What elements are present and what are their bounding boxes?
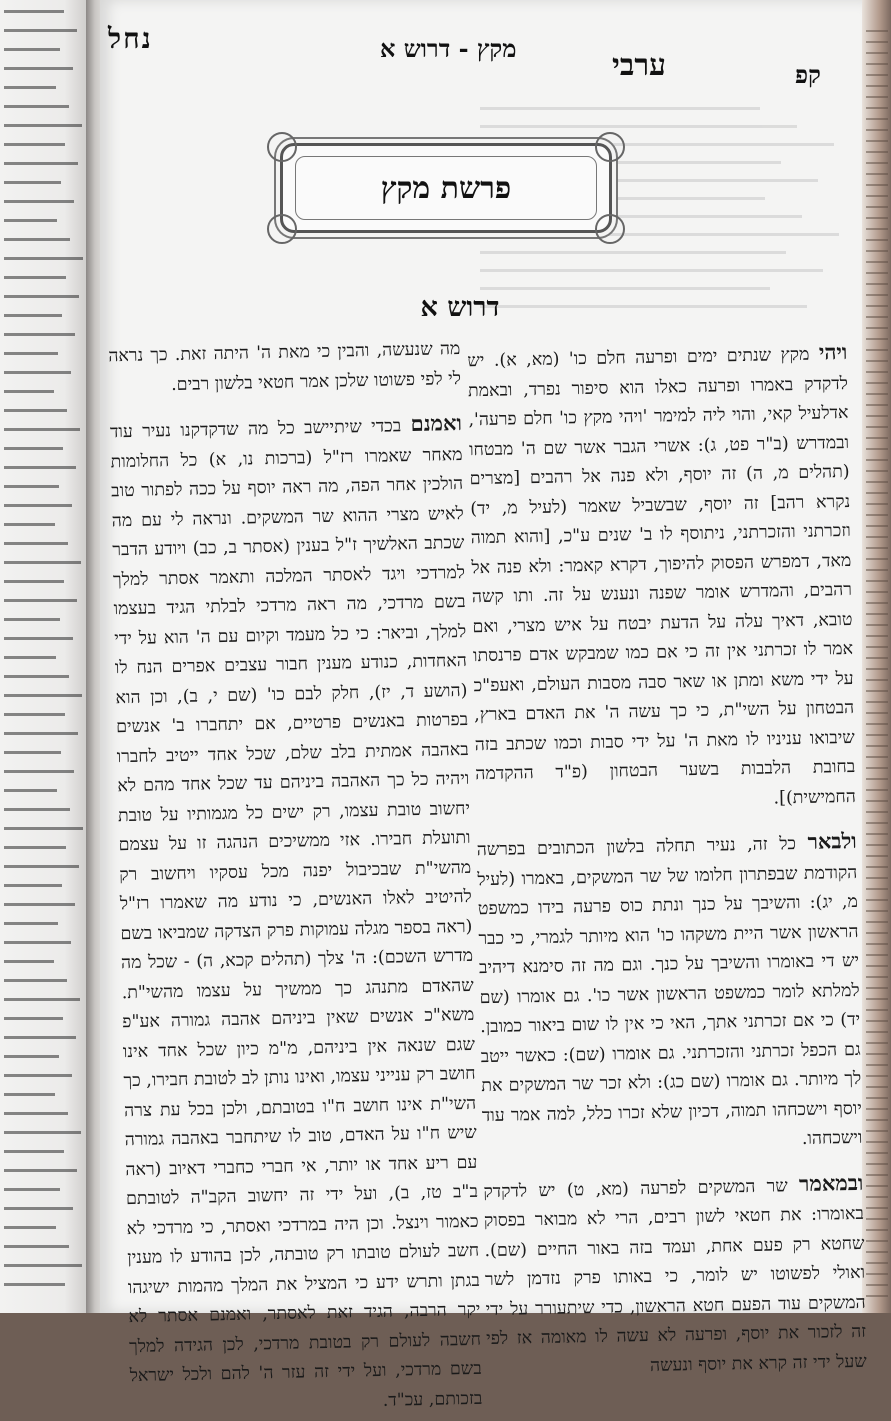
section-title: דרוש א [420,292,500,323]
parasha-title-frame [280,143,612,233]
paragraph-text: מה שנעשה, והבין כי מאת ה' היתה זאת. כך נראה לי לפי פשוטו שלכן אמר חטאי בלשון רבים. [108,338,462,395]
paragraph-text: מקץ שנתים ימים ופרעה חלם כו' (מא, א). יש לדקדק באמרו ופרעה כאלו הוא סיפור נפרד, ובאמת אדלעיל קאי, והוי ליה למימר 'ויהי מקץ כו' חלם פרעה', ובמדרש (ב"ר פט, ג): אשרי הגבר אשר שם ה' מבטחו (תהלים מ, ה) זה יוסף, ולא פנה אל רהבים [מצרים נקרא רהב] זה יוסף, שבשביל שאמר (לעיל מ, יד) וזכרתני והזכרתני, ניתוסף לו ב' שנים ע"כ, [והוא תמוה מאד, דמפרש הפסוק להיפוך, דקרא קאמר: ולא פנה אל רהבים, והמדרש אומר שפנה ונענש על זה. ותו קשה טובא, דאיך עלה על הדעת יבטח על איש מצרי, ואם אמר לו זכרתני אין זה כי אם כמו שמבקש אדם פרנסתו על ידי משא ומתן או שאר סבה מסבות העולם, ואעפ"כ הבטחון על השי"ת, כי כך עשה ה' את האדם בארץ, שיבואו עניניו לו מאת ה' על ידי סבות וכמו שכתב בזה בחובת הלבבות בשער הבטחון (פ"ד ההקדמה החמישית)]. [467,344,857,808]
left-column [108,335,483,1411]
parasha-title-inner [295,156,597,220]
paragraph-lead-word: ובמאמר [798,1169,864,1196]
paragraph [476,826,862,1161]
ornament-corner-icon [267,132,297,162]
right-column [467,337,867,1376]
page-number: קפ [795,60,821,89]
header-left: נחל [108,22,153,55]
paragraph-lead-word: ולבאר [807,827,857,854]
header-middle: מקץ - דרוש א [380,34,517,63]
left-page-edge [0,0,92,1313]
right-page-edge [862,0,891,1313]
paragraph-text: בכדי שיתיישב כל מה שדקדקנו נעיר עוד מאחר שאמרו רז"ל (ברכות נו, א) כל החלומות הולכין אחר הפה, מה ראה יוסף על ככה לפתור טוב לאיש מצרי ההוא שר המשקים. ונראה לי עם מה שכתב האלשיך ז"ל בענין (אסתר ב, כב) ויודע הדבר למרדכי ויגד לאסתר המלכה ותאמר אסתר למלך בשם מרדכי, מה ראה מרדכי לבלתי הגיד בעצמו למלך, וביאר: כי כל מעמד וקיום עם ה' הוא על ידי האחדות, כנודע מענין חבור עצבים אפרים הנח לו (הושע ד, יז), חלק לבם כו' (שם י, ב), וכן הוא בפרטות באנשים פרטיים, אם יתחברו ב' אנשים באהבה אמתית בלב שלם, שכל אחד ייטיב לחברו ויהיה כל כך האהבה ביניהם עד שכל אחד מהם לא יחשוב טובת עצמו, רק ישים כל מגמותיו על טובת ותועלת חבירו. אזי ממשיכים הנהגה זו על עצמם מהשי"ת שבכיבול יפנה מכל עסקיו ויחשוב רק להיטיב לאלו האנשים, כי נודע מה שאמרו רז"ל (ראה בספר מגלה עמוקות פרק הצדקה שמביאו בשם מדרש השכם): ה' צלך (תהלים קכא, ה) - שכל מה שהאדם מתנהג כך ממשיך על עצמו מהשי"ת. משא"כ אנשים שאין ביניהם אהבה גמורה אע"פ שגם שנאה אין ביניהם, מ"מ כיון שכל אחד אינו חושב רק ענייני עצמו, ואינו נותן לב לטובת חבירו, כך השי"ת אינו חושב ח"ו בטובתם, ולכן בכל עת צרה שיש ח"ו על האדם, טוב לו שיתחבר באהבה גמורה עם ריע אחד או יותר, אי חברי כחברי דאיוב (ראה ב"ב טז, ב), ועל ידי זה יחשוב הקב"ה לטובתם כאמור וינצל. וכן היה במרדכי ואסתר, כי מרדכי לא חשב לעולם טובתו רק טובתה, לכן בהודע לו מענין בגתן ותרש ידע כי המציל את המלך מהמות ישיגהו יקר הרבה, הגיד זאת לאסתר, ואמנם אסתר לא חשבה לעולם רק בטובת מרדכי, לכן הגידה למלך בשם מרדכי, ועל ידי זה עזר ה' להם ולכל ישראל בזכותם, עכ"ד. [109,416,483,1411]
paragraph [483,1167,867,1384]
ornament-corner-icon [595,132,625,162]
paragraph-lead-word: ויהי [818,338,848,365]
paragraph [108,335,461,401]
paragraph-text: שר המשקים לפרעה (מא, ט) יש לדקדק באומרו: את חטאי לשון רבים, הרי לא מבואר בפסוק שחטא רק פעם אחת, ועמד בזה באור החיים (שם). ואולי לפשוטו יש לומר, כי באותו פרק נזדמן לשר המשקים עוד הפעם חטא הראשון, כדי שיתעורר על ידי זה לזכור את יוסף, ופרעה לא עשה לו מאומה אז לפי שעל ידי זה קרא את יוסף ונעשה [483,1175,867,1376]
paragraph [467,337,856,819]
paragraph-text: כל זה, נעיר תחלה בלשון הכתובים בפרשה הקודמת שבפתרון חלומו של שר המשקים, באמרו (לעיל מ, יג): והשיבך על כנך ונתת כוס פרעה בידו כמשפט הראשון אשר היית משקהו כו' הוא מיותר לגמרי, כי כבר יש די באומרו והשיבך על כנך. וגם מה זה סימנא דיהיב למלתא לומר כמשפט הראשון אשר כו'. גם אומרו (שם יד) כי אם זכרתני אתך, האי כי אין לו שום ביאור כמובן. גם הכפל זכרתני והזכרתני. גם אומרו (שם): כאשר ייטב לך מיותר. גם אומרו (שם כג): ולא זכר שר המשקים את יוסף וישכחהו תמוה, דכיון שלא זכרו כלל, למה אמר עוד וישכחהו. [476,833,863,1150]
paragraph-lead-word: ואמנם [410,409,463,437]
paragraph [110,408,483,1421]
header-right-word: ערבי [612,48,667,83]
ornament-corner-icon [267,214,297,244]
ornament-corner-icon [595,214,625,244]
parasha-title: פרשת מקץ [380,170,512,206]
